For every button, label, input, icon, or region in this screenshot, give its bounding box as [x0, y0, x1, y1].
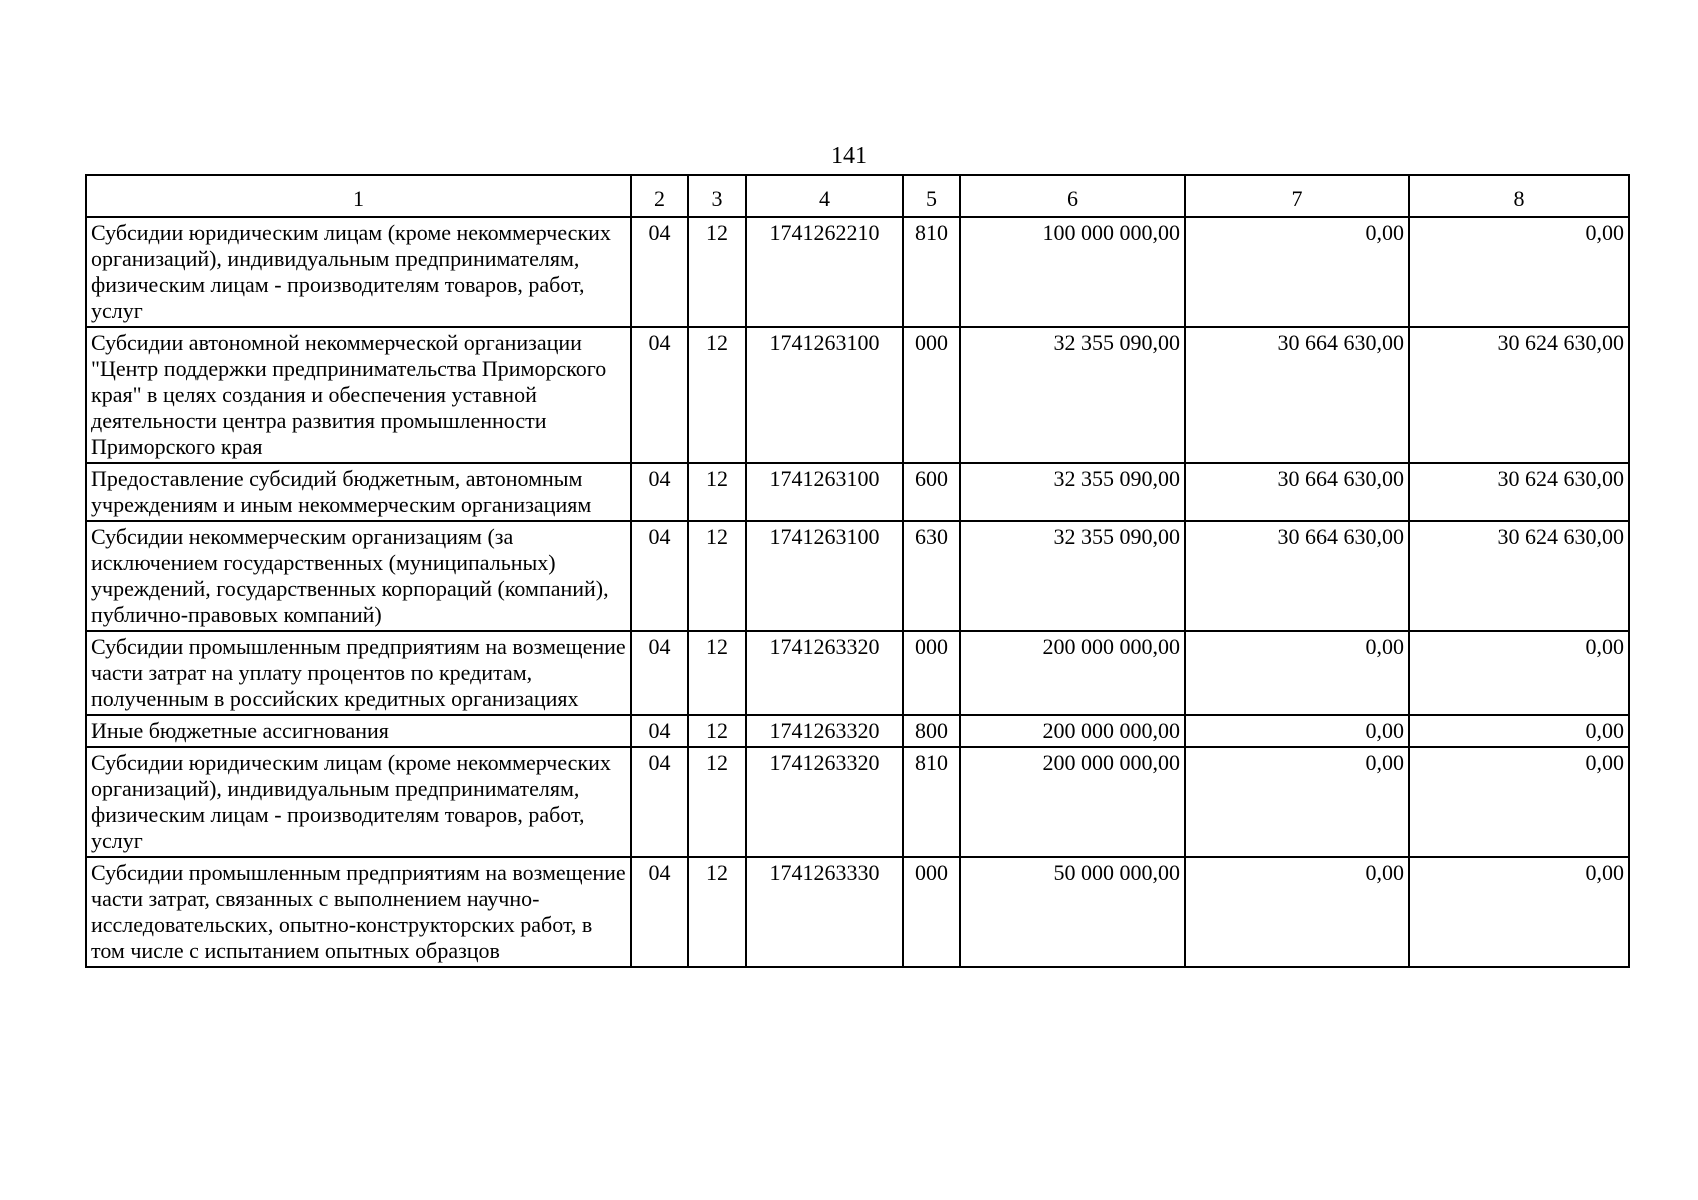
table-row — [86, 521, 1629, 631]
row-name: Субсидии юридическим лицам (кроме некоммерческих организаций), индивидуальным предпринимателям, физическим лицам - производителям товаров, работ, услуг — [86, 217, 631, 327]
row-amount-6: 32 355 090,00 — [960, 327, 1185, 463]
header-cell-1: 1 — [86, 175, 631, 217]
row-subsection: 12 — [688, 327, 746, 463]
row-amount-6: 32 355 090,00 — [960, 521, 1185, 631]
row-name: Субсидии промышленным предприятиям на возмещение части затрат на уплату процентов по кредитам, полученным в российских кредитных организациях — [86, 631, 631, 715]
row-target-code: 1741263100 — [746, 327, 903, 463]
row-name: Иные бюджетные ассигнования — [86, 715, 631, 747]
row-target-code: 1741262210 — [746, 217, 903, 327]
row-section: 04 — [631, 631, 688, 715]
table-row — [86, 715, 1629, 747]
header-cell-3: 3 — [688, 175, 746, 217]
row-expense-type: 600 — [903, 463, 960, 521]
row-expense-type: 800 — [903, 715, 960, 747]
header-cell-4: 4 — [746, 175, 903, 217]
row-amount-7: 30 664 630,00 — [1185, 463, 1409, 521]
row-expense-type: 000 — [903, 631, 960, 715]
header-cell-2: 2 — [631, 175, 688, 217]
row-subsection: 12 — [688, 217, 746, 327]
row-subsection: 12 — [688, 521, 746, 631]
row-section: 04 — [631, 857, 688, 967]
row-name: Предоставление субсидий бюджетным, автономным учреждениям и иным некоммерческим организациям — [86, 463, 631, 521]
row-subsection: 12 — [688, 631, 746, 715]
budget-table — [85, 174, 1630, 968]
row-subsection: 12 — [688, 857, 746, 967]
row-section: 04 — [631, 521, 688, 631]
page-number: 141 — [831, 143, 867, 169]
row-target-code: 1741263100 — [746, 463, 903, 521]
row-target-code: 1741263320 — [746, 715, 903, 747]
row-subsection: 12 — [688, 747, 746, 857]
row-amount-6: 200 000 000,00 — [960, 631, 1185, 715]
row-amount-8: 0,00 — [1409, 715, 1629, 747]
row-name: Субсидии юридическим лицам (кроме некоммерческих организаций), индивидуальным предпринимателям, физическим лицам - производителям товаров, работ, услуг — [86, 747, 631, 857]
table-row — [86, 327, 1629, 463]
row-amount-7: 30 664 630,00 — [1185, 521, 1409, 631]
header-row — [86, 175, 1629, 217]
row-amount-7: 0,00 — [1185, 857, 1409, 967]
row-amount-8: 30 624 630,00 — [1409, 521, 1629, 631]
row-amount-6: 200 000 000,00 — [960, 715, 1185, 747]
row-amount-7: 0,00 — [1185, 631, 1409, 715]
row-section: 04 — [631, 715, 688, 747]
row-target-code: 1741263320 — [746, 631, 903, 715]
row-expense-type: 810 — [903, 747, 960, 857]
row-amount-8: 30 624 630,00 — [1409, 327, 1629, 463]
table-row — [86, 857, 1629, 967]
row-target-code: 1741263320 — [746, 747, 903, 857]
row-amount-6: 32 355 090,00 — [960, 463, 1185, 521]
table-row — [86, 747, 1629, 857]
row-name: Субсидии промышленным предприятиям на возмещение части затрат, связанных с выполнением научно-исследовательских, опытно-конструкторских работ, в том числе с испытанием опытных образцов — [86, 857, 631, 967]
row-section: 04 — [631, 217, 688, 327]
row-amount-6: 200 000 000,00 — [960, 747, 1185, 857]
row-amount-6: 100 000 000,00 — [960, 217, 1185, 327]
row-amount-6: 50 000 000,00 — [960, 857, 1185, 967]
row-subsection: 12 — [688, 715, 746, 747]
row-target-code: 1741263330 — [746, 857, 903, 967]
row-amount-8: 0,00 — [1409, 857, 1629, 967]
row-amount-8: 0,00 — [1409, 631, 1629, 715]
row-expense-type: 630 — [903, 521, 960, 631]
header-cell-6: 6 — [960, 175, 1185, 217]
header-cell-5: 5 — [903, 175, 960, 217]
header-cell-8: 8 — [1409, 175, 1629, 217]
row-target-code: 1741263100 — [746, 521, 903, 631]
row-section: 04 — [631, 747, 688, 857]
row-amount-7: 0,00 — [1185, 747, 1409, 857]
table-row — [86, 463, 1629, 521]
row-expense-type: 810 — [903, 217, 960, 327]
row-section: 04 — [631, 463, 688, 521]
row-name: Субсидии автономной некоммерческой организации "Центр поддержки предпринимательства Приморского края" в целях создания и обеспечения уставной деятельности центра развития промышленности Приморского края — [86, 327, 631, 463]
row-amount-7: 30 664 630,00 — [1185, 327, 1409, 463]
row-expense-type: 000 — [903, 327, 960, 463]
row-amount-8: 0,00 — [1409, 747, 1629, 857]
table-row — [86, 217, 1629, 327]
header-cell-7: 7 — [1185, 175, 1409, 217]
row-amount-7: 0,00 — [1185, 715, 1409, 747]
row-subsection: 12 — [688, 463, 746, 521]
row-name: Субсидии некоммерческим организациям (за исключением государственных (муниципальных) учреждений, государственных корпораций (компаний), публично-правовых компаний) — [86, 521, 631, 631]
row-section: 04 — [631, 327, 688, 463]
row-amount-8: 0,00 — [1409, 217, 1629, 327]
row-amount-8: 30 624 630,00 — [1409, 463, 1629, 521]
row-expense-type: 000 — [903, 857, 960, 967]
row-amount-7: 0,00 — [1185, 217, 1409, 327]
table-row — [86, 631, 1629, 715]
